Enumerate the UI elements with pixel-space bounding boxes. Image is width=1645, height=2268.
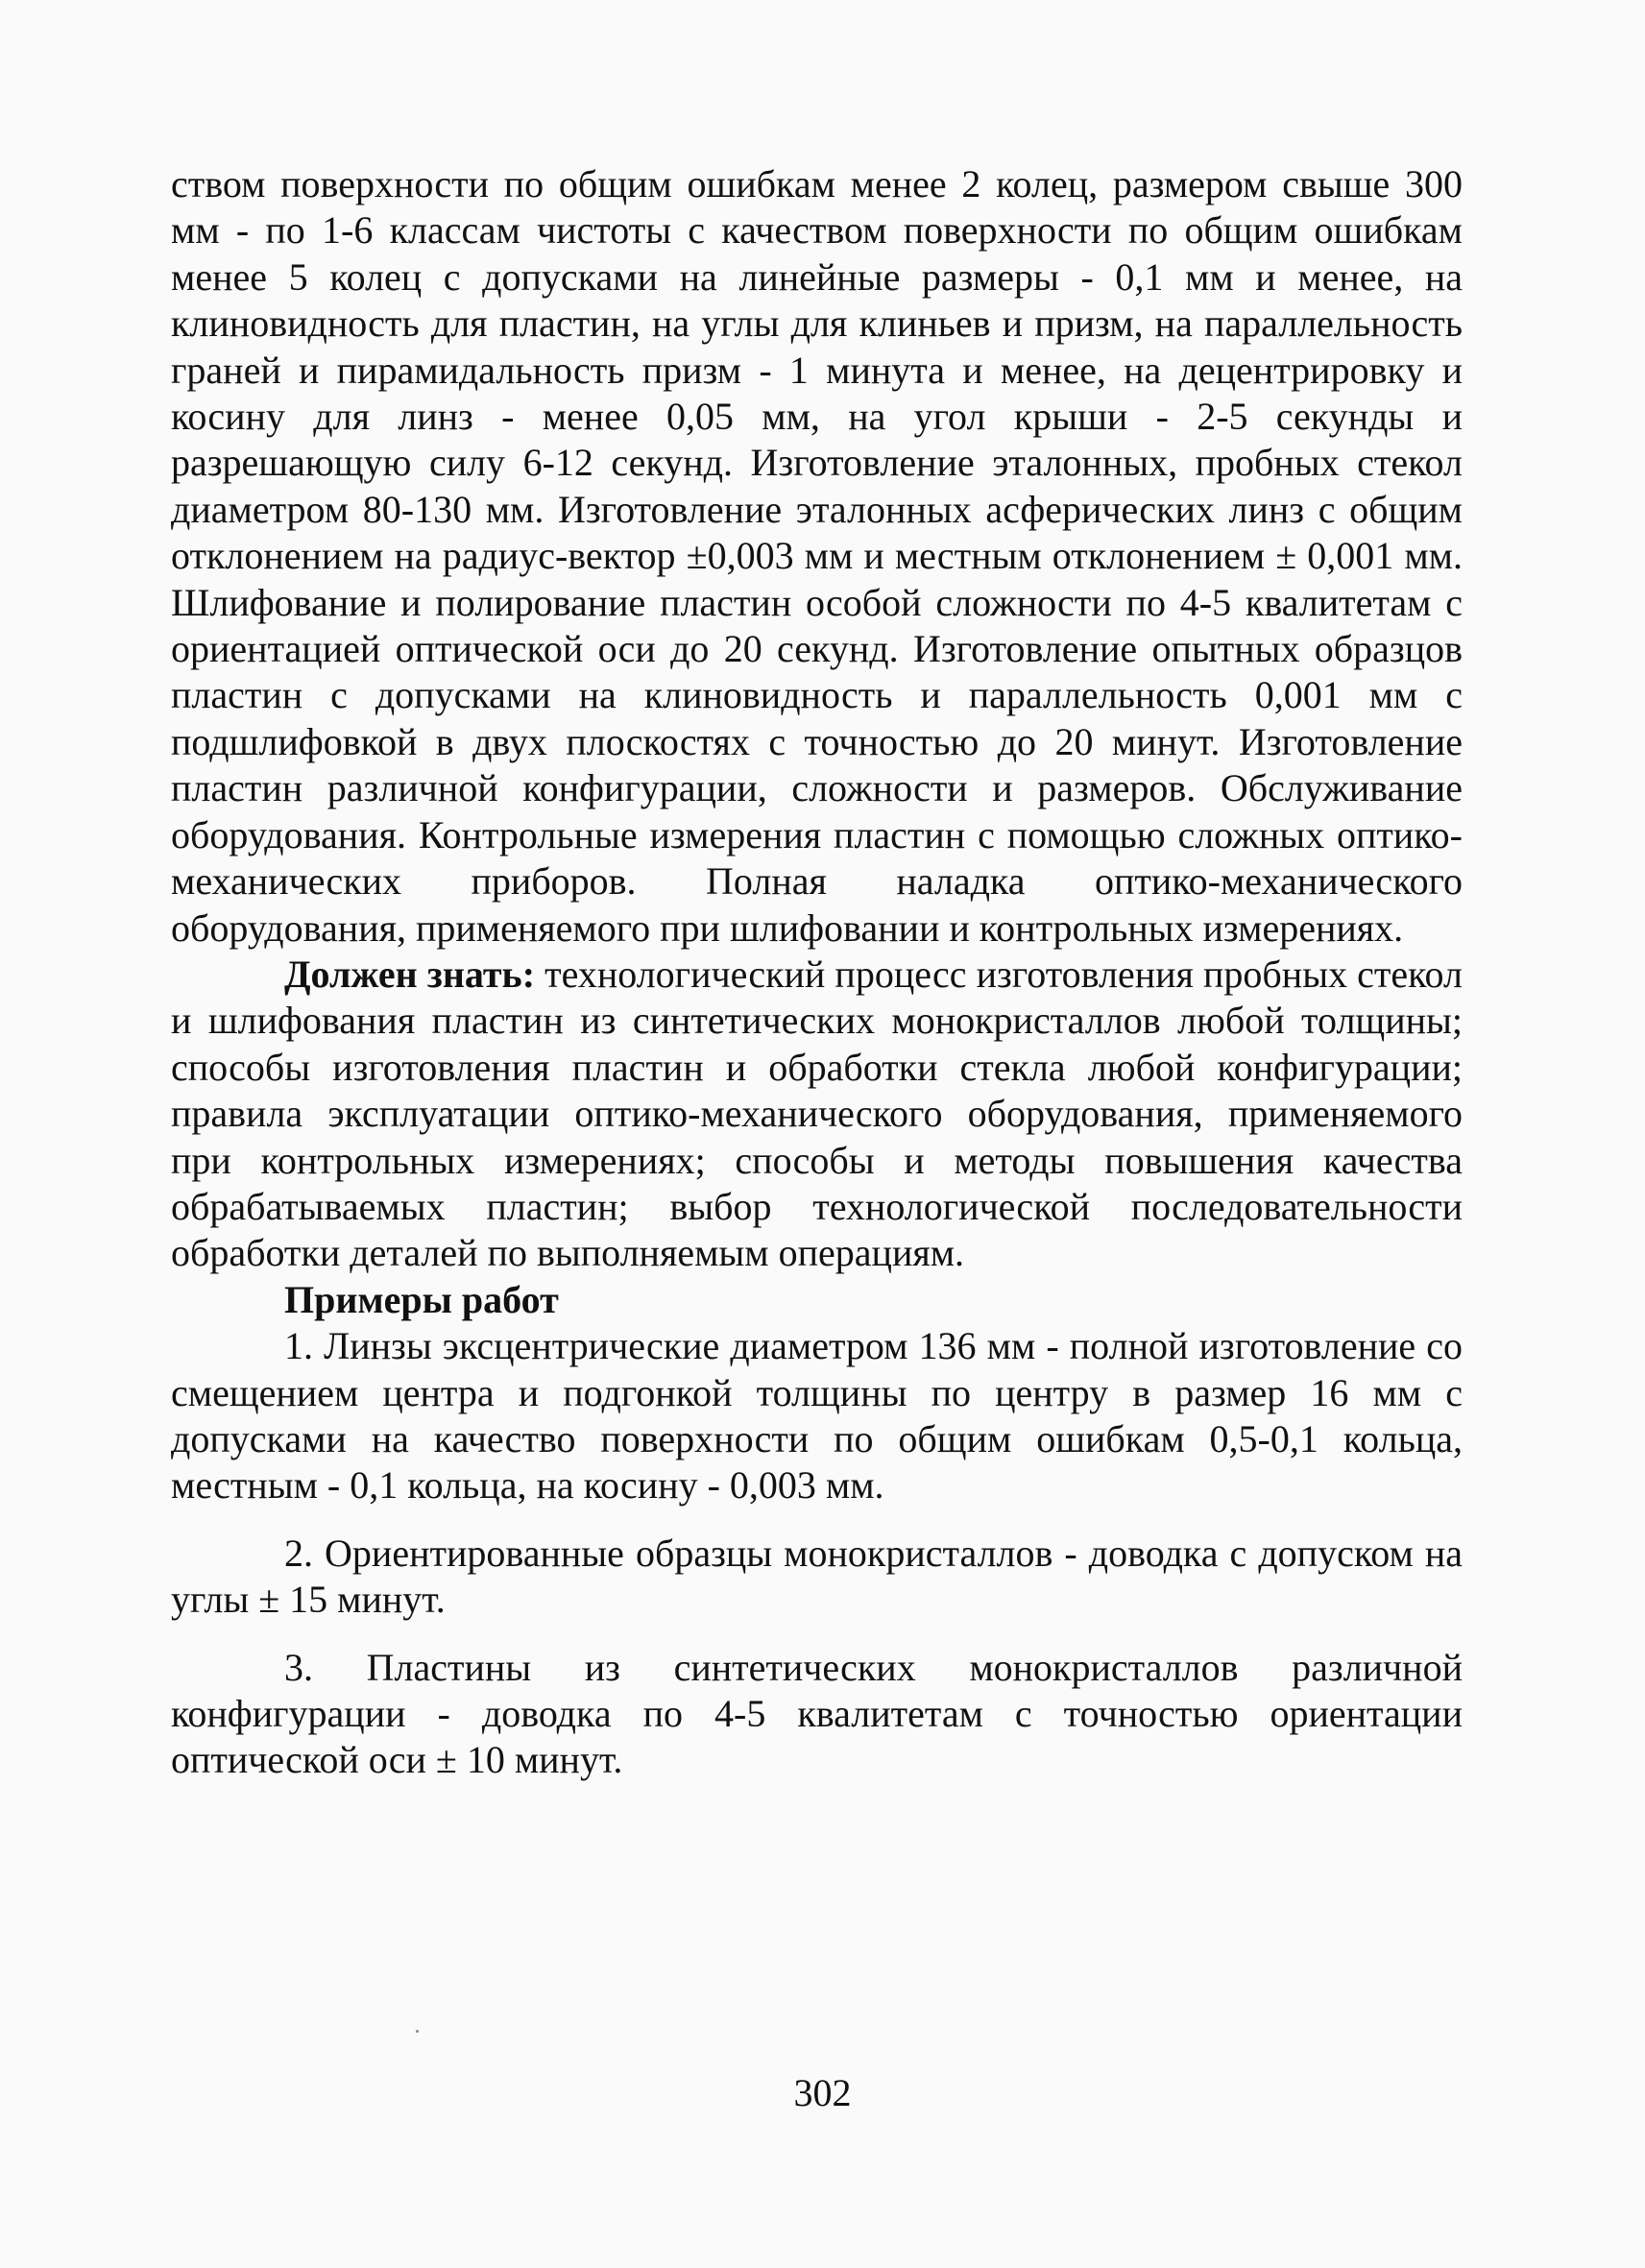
must-know-label: Должен знать: <box>284 952 536 996</box>
example-item-3: 3. Пластины из синтетических монокристаллов различной конфигурации - доводка по 4-5 квалитетам с точностью ориентации оптической оси ± 10 минут. <box>171 1645 1463 1782</box>
examples-heading: Примеры работ <box>284 1277 559 1321</box>
page-number: 302 <box>793 2071 852 2114</box>
scan-speck <box>416 2030 419 2033</box>
document-page <box>171 161 1463 2139</box>
must-know-paragraph <box>171 952 1463 1277</box>
must-know-text: технологический процесс изготовления пробных стекол и шлифования пластин из синтетических монокристаллов любой толщины; способы изготовления пластин и обработки стекла любой конфигурации; правила эксплуатации оптико-механического оборудования, применяемого при контрольных измерениях; способы и методы повышения качества обрабатываемых пластин; выбор технологической последовательности обработки деталей по выполняемым операциям. <box>171 952 1463 1275</box>
body-paragraph: ством поверхности по общим ошибкам менее 2 колец, размером свыше 300 мм - по 1-6 классам чистоты с качеством поверхности по общим ошибкам менее 5 колец с допусками на линейные размеры - 0,1 мм и менее, на клиновидность для пластин, на углы для клиньев и призм, на параллельность граней и пирамидальность призм - 1 минута и менее, на децентрировку и косину для линз - менее 0,05 мм, на угол крыши - 2-5 секунды и разрешающую силу 6-12 секунд. Изготовление эталонных, пробных стекол диаметром 80-130 мм. Изготовление эталонных асферических линз с общим отклонением на радиус-вектор ±0,003 мм и местным отклонением ± 0,001 мм. Шлифование и полирование пластин особой сложности по 4-5 квалитетам с ориентацией оптической оси до 20 секунд. Изготовление опытных образцов пластин с допусками на клиновидность и параллельность 0,001 мм с подшлифовкой в двух плоскостях с точностью до 20 минут. Изготовление пластин различной конфигурации, сложности и размеров. Обслуживание оборудования. Контрольные измерения пластин с помощью сложных оптико-механических приборов. Полная наладка оптико-механического оборудования, применяемого при шлифовании и контрольных измерениях. <box>171 162 1463 950</box>
example-item-2: 2. Ориентированные образцы монокристаллов - доводка с допуском на углы ± 15 минут. <box>171 1531 1463 1622</box>
example-item-1: 1. Линзы эксцентрические диаметром 136 мм - полной изготовление со смещением центра и подгонкой толщины по центру в размер 16 мм с допусками на качество поверхности по общим ошибкам 0,5-0,1 кольца, местным - 0,1 кольца, на косину - 0,003 мм. <box>171 1324 1463 1508</box>
